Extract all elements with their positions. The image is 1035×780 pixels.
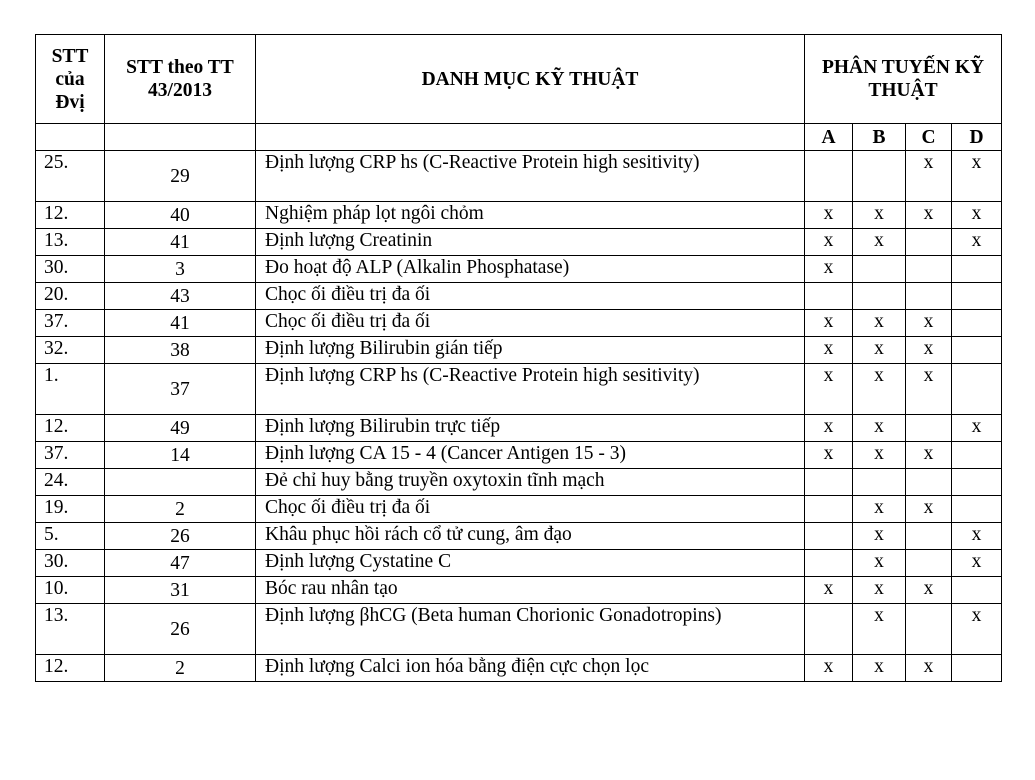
- table-body: [36, 151, 1002, 682]
- table-row: [36, 229, 1002, 256]
- tt-cell: 26: [105, 523, 256, 550]
- tt-cell: 37: [105, 364, 256, 415]
- technique-name-cell: Định lượng Calci ion hóa bằng điện cực chọn lọc: [256, 655, 805, 682]
- level-b-cell: x: [853, 442, 906, 469]
- stt-cell: 30.: [36, 256, 105, 283]
- stt-cell: 25.: [36, 151, 105, 202]
- table-row: [36, 604, 1002, 655]
- level-a-cell: x: [805, 364, 853, 415]
- technique-name-cell: Định lượng CA 15 - 4 (Cancer Antigen 15 - 3): [256, 442, 805, 469]
- level-a-header: A: [805, 124, 853, 151]
- stt-cell: 12.: [36, 655, 105, 682]
- level-b-cell: x: [853, 310, 906, 337]
- table-row: [36, 283, 1002, 310]
- technique-name-cell: Đẻ chỉ huy bằng truyền oxytoxin tĩnh mạch: [256, 469, 805, 496]
- table-row: [36, 523, 1002, 550]
- level-a-cell: x: [805, 577, 853, 604]
- technique-name-cell: Chọc ối điều trị đa ối: [256, 283, 805, 310]
- table-row: [36, 337, 1002, 364]
- level-c-cell: x: [906, 442, 952, 469]
- header-stt-tt: STT theo TT 43/2013: [105, 35, 256, 124]
- level-b-cell: x: [853, 364, 906, 415]
- stt-cell: 13.: [36, 604, 105, 655]
- level-a-cell: x: [805, 415, 853, 442]
- level-d-cell: [952, 256, 1002, 283]
- subheader-row: [36, 124, 1002, 151]
- level-b-cell: x: [853, 604, 906, 655]
- technique-name-cell: Định lượng CRP hs (C-Reactive Protein high sesitivity): [256, 151, 805, 202]
- tt-cell: 2: [105, 496, 256, 523]
- technique-name-cell: Nghiệm pháp lọt ngôi chỏm: [256, 202, 805, 229]
- subheader-empty-3: [256, 124, 805, 151]
- tt-cell: 47: [105, 550, 256, 577]
- level-d-cell: [952, 469, 1002, 496]
- technique-name-cell: Chọc ối điều trị đa ối: [256, 496, 805, 523]
- stt-cell: 19.: [36, 496, 105, 523]
- technique-name-cell: Định lượng Creatinin: [256, 229, 805, 256]
- level-d-cell: [952, 496, 1002, 523]
- stt-cell: 37.: [36, 310, 105, 337]
- tt-cell: 2: [105, 655, 256, 682]
- level-b-cell: [853, 469, 906, 496]
- level-c-cell: [906, 550, 952, 577]
- stt-cell: 10.: [36, 577, 105, 604]
- technique-name-cell: Bóc rau nhân tạo: [256, 577, 805, 604]
- level-c-cell: [906, 256, 952, 283]
- level-d-cell: [952, 655, 1002, 682]
- technique-name-cell: Định lượng Bilirubin gián tiếp: [256, 337, 805, 364]
- level-d-cell: x: [952, 415, 1002, 442]
- level-b-cell: x: [853, 337, 906, 364]
- level-a-cell: [805, 151, 853, 202]
- level-a-cell: [805, 496, 853, 523]
- level-d-cell: x: [952, 550, 1002, 577]
- level-d-cell: x: [952, 229, 1002, 256]
- table-row: [36, 364, 1002, 415]
- level-d-cell: x: [952, 202, 1002, 229]
- level-b-cell: x: [853, 550, 906, 577]
- level-a-cell: [805, 283, 853, 310]
- table-row: [36, 655, 1002, 682]
- table-row: [36, 550, 1002, 577]
- level-b-cell: x: [853, 415, 906, 442]
- level-b-cell: x: [853, 655, 906, 682]
- level-c-cell: [906, 523, 952, 550]
- stt-cell: 5.: [36, 523, 105, 550]
- subheader-empty-2: [105, 124, 256, 151]
- stt-cell: 12.: [36, 202, 105, 229]
- table-row: [36, 577, 1002, 604]
- level-c-cell: x: [906, 202, 952, 229]
- level-d-cell: [952, 310, 1002, 337]
- tt-cell: 14: [105, 442, 256, 469]
- level-a-cell: x: [805, 229, 853, 256]
- table-row: [36, 469, 1002, 496]
- level-c-cell: x: [906, 364, 952, 415]
- level-d-cell: x: [952, 151, 1002, 202]
- level-c-cell: x: [906, 655, 952, 682]
- technique-name-cell: Định lượng CRP hs (C-Reactive Protein high sesitivity): [256, 364, 805, 415]
- table-row: [36, 442, 1002, 469]
- level-b-header: B: [853, 124, 906, 151]
- level-b-cell: x: [853, 229, 906, 256]
- level-a-cell: x: [805, 310, 853, 337]
- level-a-cell: x: [805, 442, 853, 469]
- level-d-cell: [952, 577, 1002, 604]
- stt-cell: 30.: [36, 550, 105, 577]
- level-a-cell: [805, 550, 853, 577]
- tt-cell: 41: [105, 229, 256, 256]
- stt-cell: 24.: [36, 469, 105, 496]
- level-d-cell: [952, 337, 1002, 364]
- technique-table: [35, 34, 1002, 682]
- level-a-cell: x: [805, 256, 853, 283]
- header-stt-unit: STT của Đvị: [36, 35, 105, 124]
- technique-name-cell: Đo hoạt độ ALP (Alkalin Phosphatase): [256, 256, 805, 283]
- level-a-cell: [805, 523, 853, 550]
- level-d-cell: [952, 283, 1002, 310]
- technique-name-cell: Định lượng Bilirubin trực tiếp: [256, 415, 805, 442]
- level-c-header: C: [906, 124, 952, 151]
- level-b-cell: x: [853, 496, 906, 523]
- level-b-cell: [853, 151, 906, 202]
- table-row: [36, 151, 1002, 202]
- tt-cell: 26: [105, 604, 256, 655]
- tt-cell: 3: [105, 256, 256, 283]
- technique-name-cell: Định lượng Cystatine C: [256, 550, 805, 577]
- level-c-cell: [906, 229, 952, 256]
- table-row: [36, 202, 1002, 229]
- header-row: [36, 35, 1002, 124]
- level-a-cell: [805, 604, 853, 655]
- tt-cell: 41: [105, 310, 256, 337]
- header-technique: DANH MỤC KỸ THUẬT: [256, 35, 805, 124]
- stt-cell: 32.: [36, 337, 105, 364]
- technique-name-cell: Định lượng βhCG (Beta human Chorionic Gonadotropins): [256, 604, 805, 655]
- level-d-cell: x: [952, 523, 1002, 550]
- technique-name-cell: Chọc ối điều trị đa ối: [256, 310, 805, 337]
- level-d-cell: x: [952, 604, 1002, 655]
- level-d-cell: [952, 442, 1002, 469]
- tt-cell: 31: [105, 577, 256, 604]
- level-c-cell: x: [906, 337, 952, 364]
- technique-name-cell: Khâu phục hồi rách cổ tử cung, âm đạo: [256, 523, 805, 550]
- table-row: [36, 310, 1002, 337]
- stt-cell: 13.: [36, 229, 105, 256]
- level-a-cell: x: [805, 202, 853, 229]
- level-c-cell: [906, 283, 952, 310]
- level-c-cell: x: [906, 577, 952, 604]
- tt-cell: [105, 469, 256, 496]
- level-c-cell: [906, 469, 952, 496]
- level-c-cell: [906, 415, 952, 442]
- stt-cell: 1.: [36, 364, 105, 415]
- level-b-cell: x: [853, 202, 906, 229]
- table-row: [36, 256, 1002, 283]
- header-grading: PHÂN TUYẾN KỸ THUẬT: [805, 35, 1002, 124]
- table-row: [36, 415, 1002, 442]
- level-c-cell: x: [906, 496, 952, 523]
- stt-cell: 12.: [36, 415, 105, 442]
- tt-cell: 40: [105, 202, 256, 229]
- level-a-cell: [805, 469, 853, 496]
- level-a-cell: x: [805, 337, 853, 364]
- level-c-cell: x: [906, 310, 952, 337]
- stt-cell: 37.: [36, 442, 105, 469]
- tt-cell: 49: [105, 415, 256, 442]
- level-d-header: D: [952, 124, 1002, 151]
- tt-cell: 43: [105, 283, 256, 310]
- table-row: [36, 496, 1002, 523]
- level-d-cell: [952, 364, 1002, 415]
- subheader-empty-1: [36, 124, 105, 151]
- level-b-cell: [853, 283, 906, 310]
- stt-cell: 20.: [36, 283, 105, 310]
- level-b-cell: [853, 256, 906, 283]
- tt-cell: 29: [105, 151, 256, 202]
- level-c-cell: [906, 604, 952, 655]
- level-b-cell: x: [853, 523, 906, 550]
- level-b-cell: x: [853, 577, 906, 604]
- level-a-cell: x: [805, 655, 853, 682]
- tt-cell: 38: [105, 337, 256, 364]
- level-c-cell: x: [906, 151, 952, 202]
